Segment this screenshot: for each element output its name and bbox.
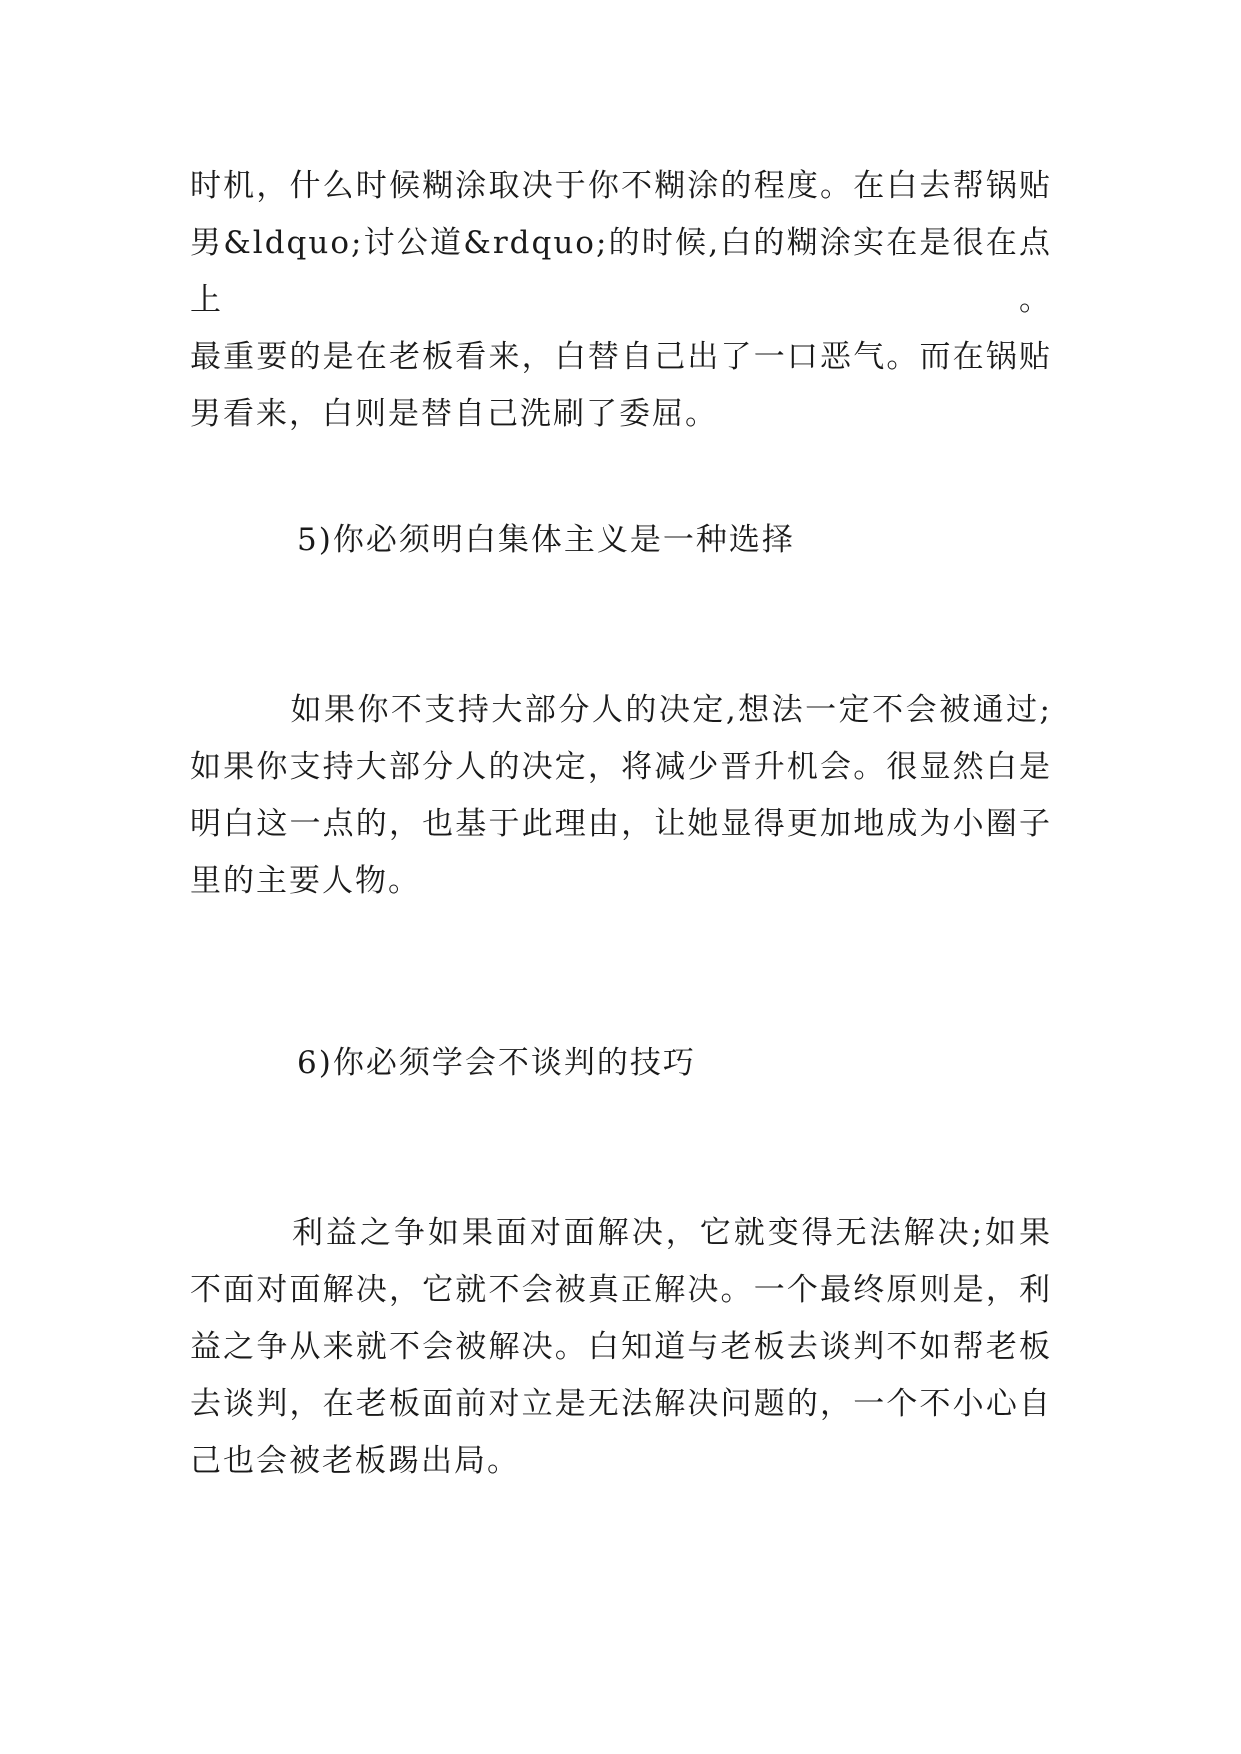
section-heading-5: 5)你必须明白集体主义是一种选择 [297, 522, 795, 558]
paragraph-3 [190, 1205, 1052, 1490]
section-heading-6: 6)你必须学会不谈判的技巧 [297, 1045, 696, 1081]
paragraph-line: 不面对面解决，它就不会被真正解决。一个最终原则是，利 [190, 1272, 1052, 1308]
paragraph-line: 如果你支持大部分人的决定，将减少晋升机会。很显然白是 [190, 749, 1052, 785]
paragraph-line: 时机，什么时候糊涂取决于你不糊涂的程度。在白去帮锅贴 [190, 168, 1052, 204]
paragraph-line: 明白这一点的，也基于此理由，让她显得更加地成为小圈子 [190, 806, 1052, 842]
paragraph-1 [190, 158, 1052, 443]
paragraph-line: 益之争从来就不会被解决。白知道与老板去谈判不如帮老板 [190, 1329, 1052, 1365]
paragraph-2 [190, 682, 1052, 910]
paragraph-line: 男&ldquo;讨公道&rdquo;的时候,白的糊涂实在是很在点上。 [190, 225, 1052, 318]
paragraph-line: 如果你不支持大部分人的决定,想法一定不会被通过; [190, 692, 1052, 728]
paragraph-line: 男看来，白则是替自己洗刷了委屈。 [190, 396, 718, 432]
paragraph-line: 去谈判，在老板面前对立是无法解决问题的，一个不小心自 [190, 1386, 1052, 1422]
paragraph-line: 利益之争如果面对面解决，它就变得无法解决;如果 [190, 1215, 1052, 1251]
paragraph-line: 最重要的是在老板看来，白替自己出了一口恶气。而在锅贴 [190, 339, 1052, 375]
paragraph-line: 己也会被老板踢出局。 [190, 1443, 520, 1479]
paragraph-line: 里的主要人物。 [190, 863, 421, 899]
